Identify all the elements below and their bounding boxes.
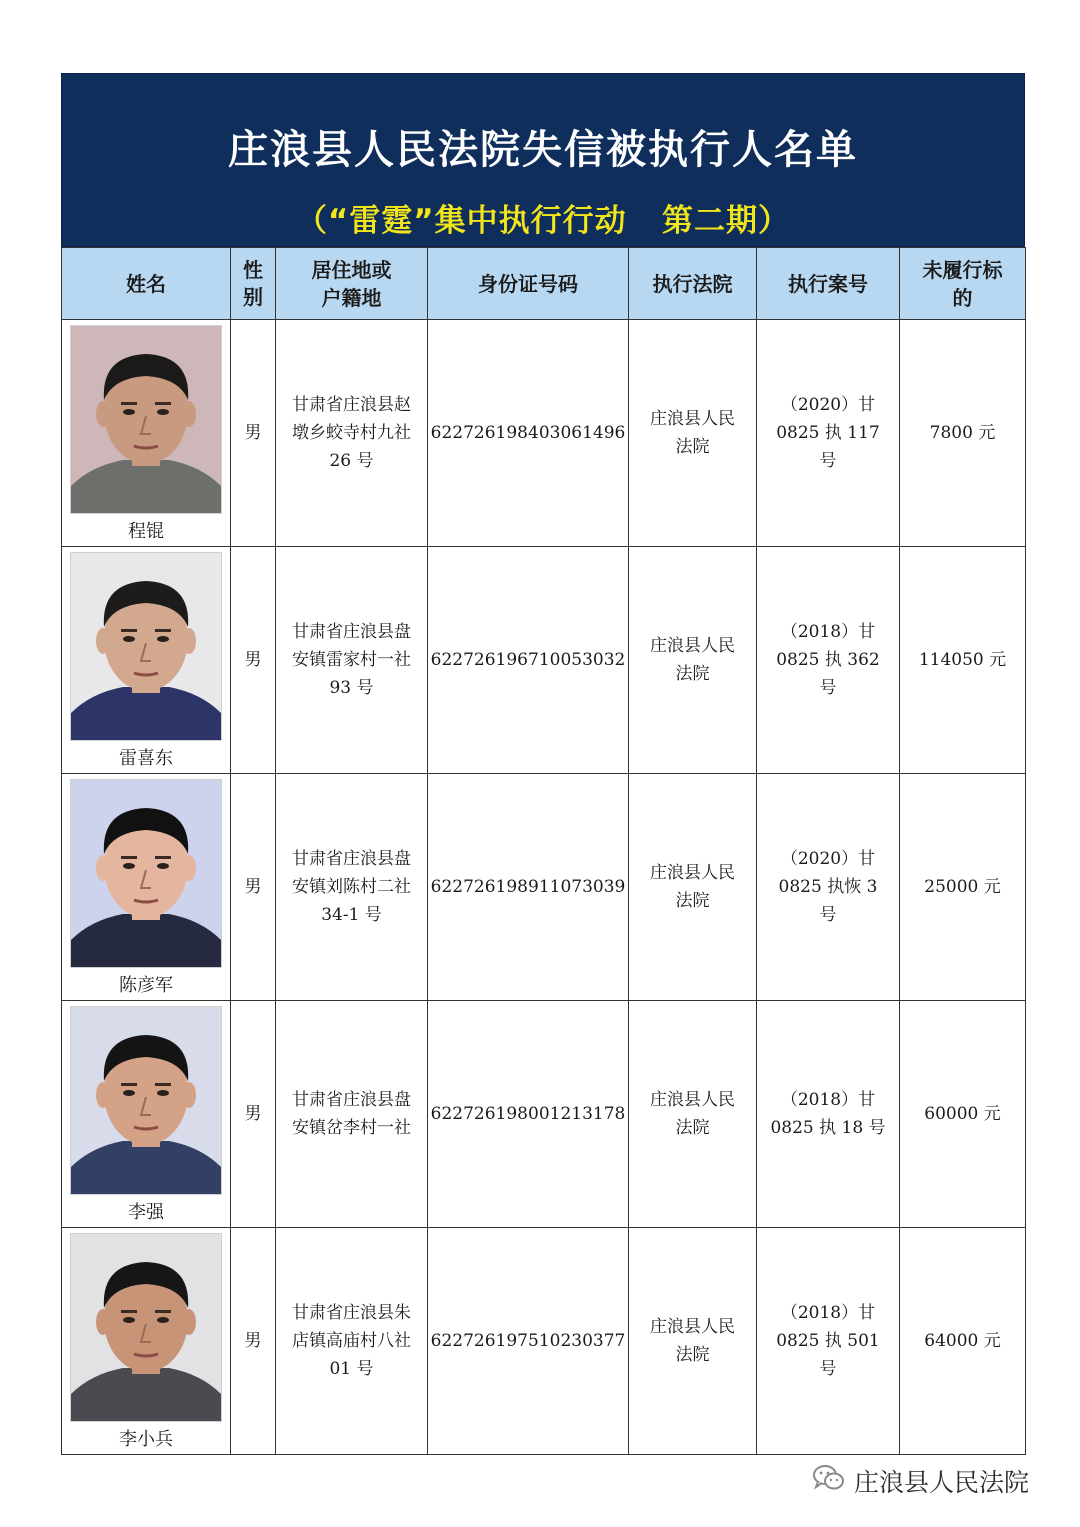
gender-cell: 男 xyxy=(231,320,276,547)
amount-cell: 25000 元 xyxy=(900,774,1026,1001)
case-no-text: （2018）甘 0825 执 501 号 xyxy=(776,1303,880,1379)
case-no-cell xyxy=(757,1001,900,1228)
court-cell xyxy=(629,1228,757,1455)
table-header-row xyxy=(62,248,1026,320)
case-no-text: （2020）甘 0825 执恢 3 号 xyxy=(778,849,878,925)
address-text: 甘肃省庄浪县盘安镇岔李村一社 xyxy=(292,1090,411,1138)
page-title: 庄浪县人民法院失信被执行人名单 xyxy=(228,127,858,173)
portrait-photo xyxy=(70,779,222,968)
address-text: 甘肃省庄浪县盘安镇雷家村一社 93 号 xyxy=(292,622,411,698)
case-no-cell xyxy=(757,774,900,1001)
person-cell xyxy=(62,547,231,774)
person-name: 程锟 xyxy=(128,520,164,542)
court-text: 庄浪县人民法院 xyxy=(650,1090,735,1138)
amount-cell: 7800 元 xyxy=(900,320,1026,547)
title-banner xyxy=(61,73,1025,247)
id-number-cell: 622726198911073039 xyxy=(428,774,629,1001)
table-row xyxy=(62,1228,1026,1455)
person-cell xyxy=(62,1228,231,1455)
portrait-photo xyxy=(70,325,222,514)
person-cell xyxy=(62,320,231,547)
address-cell xyxy=(276,1228,428,1455)
case-no-cell xyxy=(757,320,900,547)
address-cell xyxy=(276,774,428,1001)
table-row xyxy=(62,774,1026,1001)
court-text: 庄浪县人民法院 xyxy=(650,409,735,457)
amount-cell: 60000 元 xyxy=(900,1001,1026,1228)
person-name: 李强 xyxy=(128,1201,164,1223)
header-court: 执行法院 xyxy=(629,248,757,320)
case-no-text: （2020）甘 0825 执 117 号 xyxy=(776,395,880,471)
watermark xyxy=(812,1463,1029,1499)
defaulters-table xyxy=(61,247,1026,1455)
wechat-icon xyxy=(812,1463,846,1499)
amount-cell: 64000 元 xyxy=(900,1228,1026,1455)
id-number-cell: 622726198001213178 xyxy=(428,1001,629,1228)
blacklist-sheet xyxy=(61,73,1025,1455)
court-cell xyxy=(629,320,757,547)
gender-cell: 男 xyxy=(231,1228,276,1455)
person-name: 陈彦军 xyxy=(119,974,173,996)
portrait-photo xyxy=(70,552,222,741)
amount-cell: 114050 元 xyxy=(900,547,1026,774)
person-cell xyxy=(62,774,231,1001)
page-subtitle: （“雷霆”集中执行行动 第二期） xyxy=(295,203,791,239)
person-name: 雷喜东 xyxy=(119,747,173,769)
header-gender: 性别 xyxy=(231,248,276,320)
portrait-photo xyxy=(70,1006,222,1195)
address-text: 甘肃省庄浪县盘安镇刘陈村二社 34-1 号 xyxy=(292,849,411,925)
gender-cell: 男 xyxy=(231,774,276,1001)
gender-cell: 男 xyxy=(231,547,276,774)
header-id-number: 身份证号码 xyxy=(428,248,629,320)
header-name: 姓名 xyxy=(62,248,231,320)
person-cell xyxy=(62,1001,231,1228)
table-row xyxy=(62,320,1026,547)
header-address: 居住地或户籍地 xyxy=(276,248,428,320)
table-row xyxy=(62,1001,1026,1228)
header-case-no: 执行案号 xyxy=(757,248,900,320)
case-no-cell xyxy=(757,547,900,774)
court-text: 庄浪县人民法院 xyxy=(650,636,735,684)
court-text: 庄浪县人民法院 xyxy=(650,1317,735,1365)
address-cell xyxy=(276,547,428,774)
id-number-cell: 622726197510230377 xyxy=(428,1228,629,1455)
address-cell xyxy=(276,320,428,547)
case-no-text: （2018）甘 0825 执 18 号 xyxy=(770,1090,886,1138)
court-text: 庄浪县人民法院 xyxy=(650,863,735,911)
court-cell xyxy=(629,547,757,774)
gender-cell: 男 xyxy=(231,1001,276,1228)
address-text: 甘肃省庄浪县朱店镇高庙村八社 01 号 xyxy=(292,1303,411,1379)
court-cell xyxy=(629,1001,757,1228)
address-text: 甘肃省庄浪县赵墩乡蛟寺村九社 26 号 xyxy=(292,395,411,471)
court-cell xyxy=(629,774,757,1001)
id-number-cell: 622726196710053032 xyxy=(428,547,629,774)
id-number-cell: 622726198403061496 xyxy=(428,320,629,547)
header-amount: 未履行标的 xyxy=(900,248,1026,320)
portrait-photo xyxy=(70,1233,222,1422)
address-cell xyxy=(276,1001,428,1228)
table-row xyxy=(62,547,1026,774)
case-no-text: （2018）甘 0825 执 362 号 xyxy=(776,622,880,698)
watermark-text: 庄浪县人民法院 xyxy=(854,1468,1030,1497)
case-no-cell xyxy=(757,1228,900,1455)
person-name: 李小兵 xyxy=(119,1428,173,1450)
